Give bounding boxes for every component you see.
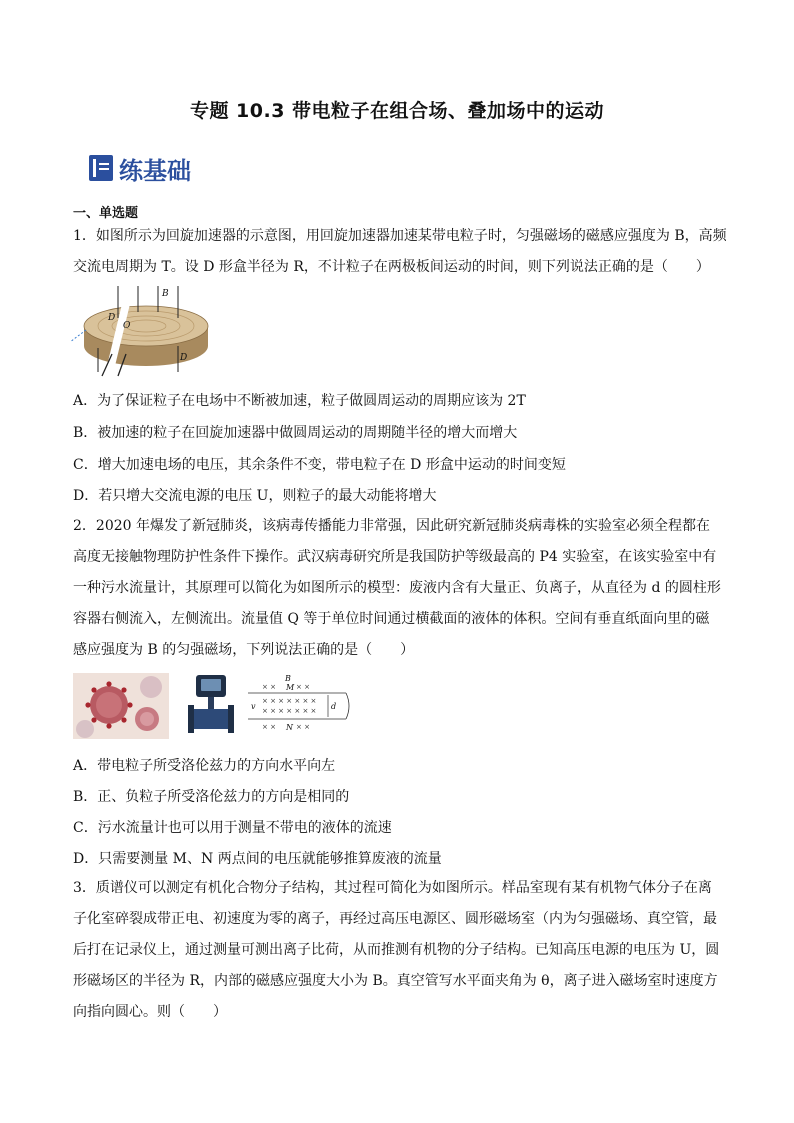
section-heading: 一、单选题 [73,206,139,221]
q1-option-d: D．若只增大交流电源的电压 U，则粒子的最大动能将增大 [73,488,437,504]
q2-stem: 2．2020 年爆发了新冠肺炎，该病毒传播能力非常强，因此研究新冠肺炎病毒株的实验室必须全程都在高度无接触物理防护性条件下操作。武汉病毒研究所是我国防护等级最高的 P4 实验室，在该实验室中有一种污水流量计，其原理可以简化为如图所示的模型：废液内含有大量正、负离子，从直径为 d 的圆柱形容器右侧流入，左侧流出。流量值 Q 等于单位时间通过横截面的液体的体积。空间有垂直纸面向里的磁感应强度为 B 的匀强磁场，下列说法正确的是（ ） [73,518,721,658]
svg-text:× ×: × × [262,683,276,691]
section-banner-label: 练基础 [119,156,191,185]
q2-fig-label-b: B [285,674,291,683]
section-banner [89,150,191,186]
q1-fig-label-b: B [162,289,169,299]
svg-text:× ×: × × [262,723,276,731]
q2-fig-label-n: N [286,723,293,732]
page-title: 专题 10.3 带电粒子在组合场、叠加场中的运动 [189,100,605,122]
flowmeter-photo [188,673,234,739]
q1-option-c: C．增大加速电场的电压，其余条件不变，带电粒子在 D 形盒中运动的时间变短 [73,457,566,473]
q3-stem: 3．质谱仪可以测定有机化合物分子结构，其过程可简化为如图所示。样品室现有某有机物气体分子在离子化室碎裂成带正电、初速度为零的离子，再经过高压电源区、圆形磁场室（内为匀强磁场、真空管，最后打在记录仪上，通过测量可测出离子比荷，从而推测有机物的分子结构。已知高压电源的电压为 U，圆形磁场区的半径为 R，内部的磁感应强度大小为 B。真空管写水平面夹角为 θ，离子进入磁场室时速度方向指向圆心。则（ ） [73,880,720,1020]
q2-option-b: B．正、负粒子所受洛伦兹力的方向是相同的 [73,789,350,805]
q1-stem-line-1: 1．如图所示为回旋加速器的示意图，用回旋加速器加速某带电粒子时，匀强磁场的磁感应强度为 B，高频 [73,228,727,244]
cyclotron-figure [66,284,216,380]
book-icon [89,155,113,181]
q1-fig-label-d1: D [108,313,116,323]
q1-stem-line-2: 交流电周期为 T。设 D 形盒半径为 R，不计粒子在两极板间运动的时间，则下列说法正确的是（ ） [73,259,710,275]
q2-option-a: A．带电粒子所受洛伦兹力的方向水平向左 [73,758,336,774]
q2-fig-label-m: M [286,683,295,692]
q1-fig-label-o: O [123,321,131,331]
q1-option-b: B．被加速的粒子在回旋加速器中做圆周运动的周期随半径的增大而增大 [73,425,518,441]
svg-text:× ×: × × [296,683,310,691]
svg-text:× ×: × × [296,723,310,731]
q2-fig-label-v: v [251,702,256,711]
q2-option-d: D．只需要测量 M、N 两点间的电压就能够推算废液的流量 [73,851,442,867]
q1-fig-label-d2: D [180,353,188,363]
q2-option-c: C．污水流量计也可以用于测量不带电的液体的流速 [73,820,392,836]
q2-fig-label-d: d [331,702,337,711]
virus-photo [73,673,169,739]
svg-text:× × × × × × ×: × × × × × × × [262,707,317,715]
q1-option-a: A．为了保证粒子在电场中不断被加速，粒子做圆周运动的周期应该为 2T [73,393,526,409]
svg-text:× × × × × × ×: × × × × × × × [262,697,317,705]
flow-pipe-diagram [248,673,350,743]
